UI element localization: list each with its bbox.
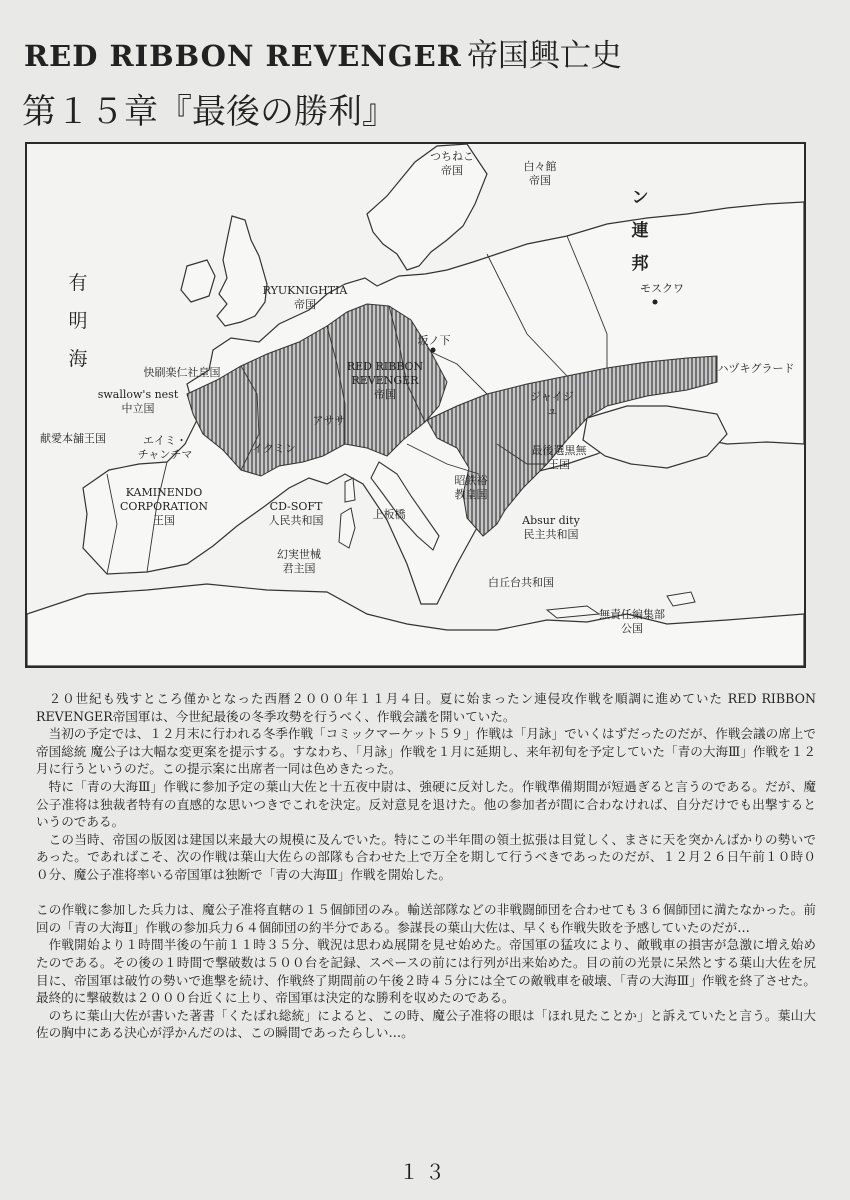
sea-label: 有 明 海 (68, 272, 88, 370)
moscow-label: モスクワ (640, 282, 684, 295)
article-body (36, 690, 816, 1042)
paragraph: この当時、帝国の版図は建国以来最大の規模に及んでいた。特にこの半年間の領土拡張は目覚しく、まさに天を突かんばかりの勢いであった。であればこそ、次の作戦は葉山大佐らの部隊も合わせた上で万全を期して行うべきであったのだが、１２月２６日午前１０時００分、魔公子准将率いる帝国軍は独断で「青の大海Ⅲ」作戦を開始した。 (36, 831, 816, 882)
paragraph: ２０世紀も残すところ僅かとなった西暦２０００年１１月４日。夏に始まったン連侵攻作戦を順調に進めていた RED RIBBON REVENGER帝国軍は、今世紀最後の冬季攻勢を行うべく、作戦会議を開いていた。 (36, 691, 816, 724)
page-number: １３ (399, 1160, 451, 1184)
ryuknightia-label: RYUKNIGHTIA 帝国 (262, 284, 348, 311)
title-japanese: 帝国興亡史 (466, 38, 622, 74)
hazuki-label: ハヅキグラード (717, 362, 795, 375)
sardinia-island (339, 508, 355, 548)
absur-label: Absur dity 民主共和国 (522, 514, 580, 541)
musekinin-label: 無責任編集部 公国 (599, 608, 665, 635)
cyprus-island (667, 592, 695, 606)
swallow-label: swallow's nest 中立国 (97, 388, 179, 415)
emi-label: エイミ・ チャンチマ (137, 434, 193, 461)
paragraph-gap (36, 884, 816, 902)
kaminendo-label: KAMINENDO CORPORATION 王国 (119, 486, 209, 527)
moscow-dot (653, 300, 658, 305)
jiyu-label: ジャイジュ (530, 390, 574, 417)
akitsu-label: 昭鉄裕 教皇国 (454, 474, 488, 501)
kenai-label: 献愛本舗王国 (40, 432, 106, 445)
paragraph: この作戦に参加した兵力は、魔公子准将直轄の１５個師団のみ。輸送部隊などの非戦闘師団を合わせても３６個師団に満たなかった。前回の「青の大海Ⅱ」作戦の参加兵力６４個師団の約半分である。参謀長の葉山大佐は、早くも作戦失敗を予感していたのだが… (36, 902, 816, 935)
hakkyu-label: 白丘台共和国 (488, 576, 554, 589)
tsuchineko-label: つちねこ 帝国 (430, 150, 474, 177)
paragraph: 作戦開始より１時間半後の午前１１時３５分、戦況は思わぬ展開を見せ始めた。帝国軍の猛攻により、敵戦車の損害が急激に増え始めたのである。その後の１時間で撃破数は５００台を記録、スペースの前には行列が出来始めた。目の前の光景に呆然とする葉山大佐を尻目に、帝国軍は破竹の勢いで進撃を続け、作戦終了期間前の午後２時４５分には全ての敵戦車を破壊、「青の大海Ⅲ」作戦を終了させた。最終的に撃破数は２０００台近くに上り、帝国軍は決定的な勝利を収めたのである。 (36, 937, 817, 1006)
saigo-label: 最後選黒無 王国 (531, 444, 587, 471)
genso-label: 幻実世械 君主国 (277, 548, 321, 575)
black-sea (583, 406, 727, 468)
chapter-title: 第１５章『最後の勝利』 (22, 92, 396, 132)
sakashita-label: 坂ノ下 (417, 334, 451, 347)
cdsoft-label: CD-SOFT 人民共和国 (268, 500, 324, 527)
ikumin-label: イクミン (252, 442, 296, 455)
paragraph: 当初の予定では、１２月末に行われる冬季作戦「コミックマーケット５９」作戦は「月詠」でいくはずだったのだが、作戦会議の席上で帝国総統 魔公子は大幅な変更案を提示する。すなわち、「月詠」作戦を１月に延期し、来年初旬を予定していた「青の大海Ⅲ」作戦を１２月に行うというのだ。この提示案に出席者一同は色めきたった。 (36, 726, 816, 777)
rrr-empire-label: RED RIBBON REVENGER 帝国 (346, 360, 424, 401)
ireland-landmass (181, 260, 215, 302)
hakuhakukan-label: 白々館 帝国 (523, 160, 557, 187)
capital-dot (431, 348, 436, 353)
paragraph: 特に「青の大海Ⅲ」作戦に参加予定の葉山大佐と十五夜中尉は、強硬に反対した。作戦準備期間が短過ぎると言うのである。だが、魔公子准将は独裁者特有の直感的な思いつきでこれを決定。反対意見を退けた。他の参加者が間に合わなければ、自分だけでも出撃するというのである。 (36, 778, 816, 830)
corsica-island (345, 478, 355, 502)
ue-label: 上板橋 (372, 508, 406, 521)
asasa-label: アササ (312, 414, 346, 427)
page-title-row (24, 30, 622, 75)
kaiken-label: 快刷楽仁社皇国 (143, 366, 221, 379)
paragraph: のちに葉山大佐が書いた著書「くたばれ総統」によると、この時、魔公子准将の眼は「ほれ見たことか」と訴えていたと言う。葉山大佐の胸中にある決心が浮かんだのは、この瞬間であったらしい…。 (36, 1007, 817, 1041)
europe-map (25, 142, 806, 668)
federation-label: ン 連 邦 (631, 188, 649, 274)
title-english: RED RIBBON REVENGER (24, 39, 462, 73)
